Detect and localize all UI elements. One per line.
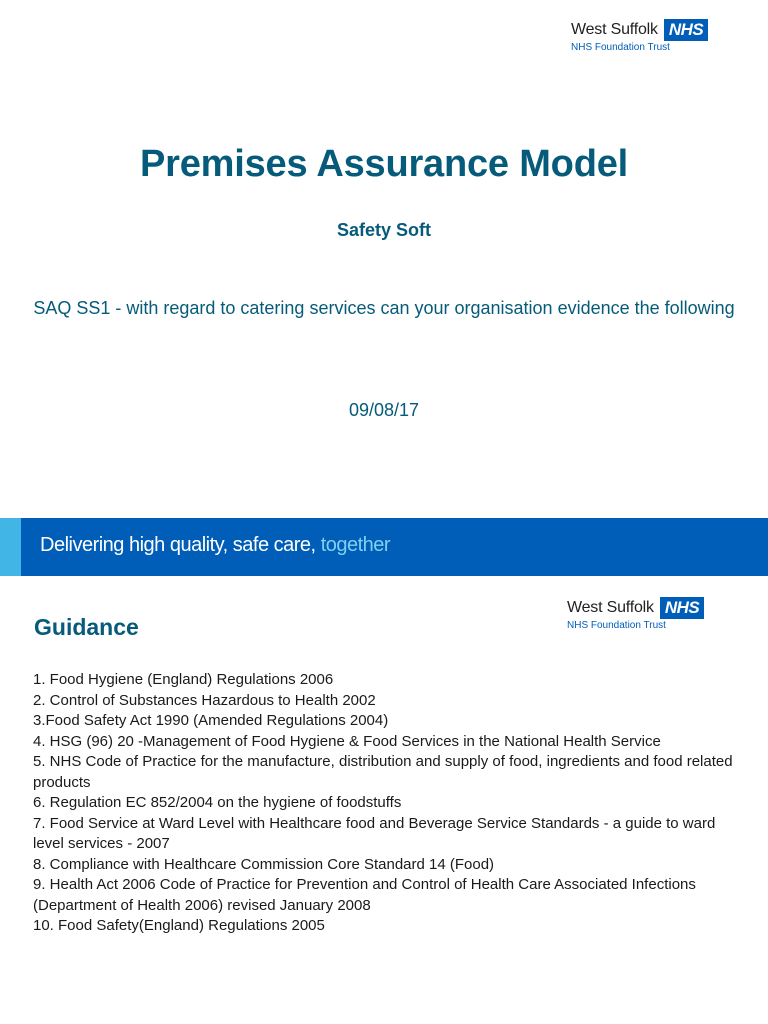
- slide-date: 09/08/17: [348, 400, 420, 420]
- list-item: 8. Compliance with Healthcare Commission Core Standard 14 (Food): [33, 855, 495, 873]
- trust-logo: [567, 597, 704, 631]
- logo-row: [571, 19, 708, 41]
- trust-logo: [571, 19, 708, 53]
- list-item: 4. HSG (96) 20 -Management of Food Hygiene & Food Services in the National Health Service: [33, 732, 661, 750]
- assessment-question: SAQ SS1 - with regard to catering services can your organisation evidence the following: [33, 298, 735, 318]
- list-item: 6. Regulation EC 852/2004 on the hygiene of foodstuffs: [33, 794, 402, 811]
- list-item: 10. Food Safety(England) Regulations 2005: [33, 917, 325, 934]
- strapline-banner: [0, 518, 768, 576]
- guidance-list: [33, 670, 748, 937]
- list-item: 9. Health Act 2006 Code of Practice for Prevention and Control of Health Care Associated Infections (Department of Health 2006) revised January 2008: [33, 876, 696, 914]
- logo-subtitle: NHS Foundation Trust: [571, 42, 670, 53]
- logo-name: West Suffolk: [567, 599, 654, 616]
- banner-accent-bar: [0, 518, 21, 576]
- logo-name: West Suffolk: [571, 21, 658, 38]
- guidance-heading: Guidance: [34, 614, 139, 640]
- list-item: 3.Food Safety Act 1990 (Amended Regulations 2004): [33, 712, 389, 729]
- list-item: 1. Food Hygiene (England) Regulations 2006: [33, 671, 334, 688]
- banner-accent-text: together: [320, 534, 391, 556]
- list-item: 2. Control of Substances Hazardous to Health 2002: [33, 691, 376, 709]
- list-item: 7. Food Service at Ward Level with Healthcare food and Beverage Service Standards - a guide to ward level services - 2007: [33, 814, 716, 852]
- list-item: 5. NHS Code of Practice for the manufacture, distribution and supply of food, ingredients and food related products: [33, 753, 733, 791]
- banner-strapline: [40, 534, 390, 557]
- nhs-badge: NHS: [664, 19, 708, 41]
- banner-text: Delivering high quality, safe care,: [40, 534, 316, 556]
- guidance-slide: [0, 576, 768, 1024]
- nhs-badge: NHS: [660, 597, 704, 619]
- logo-row: [567, 597, 704, 619]
- logo-subtitle: NHS Foundation Trust: [567, 620, 666, 631]
- page-subtitle: Safety Soft: [336, 220, 432, 240]
- page-title: Premises Assurance Model: [139, 143, 628, 185]
